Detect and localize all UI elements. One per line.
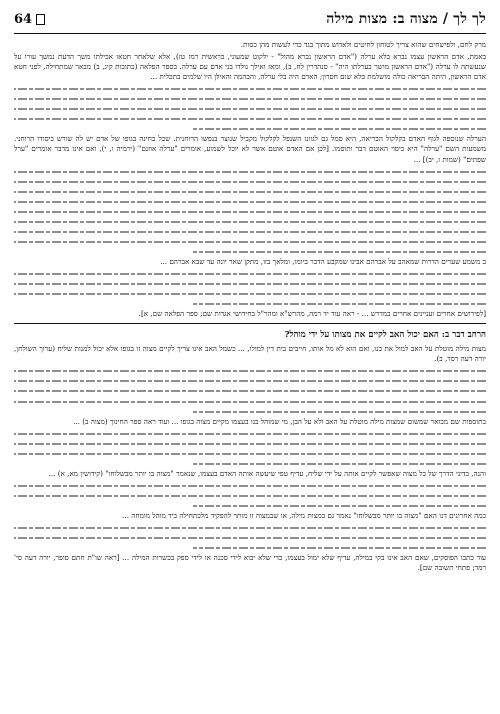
paragraph: בתוספות שם מבואר שמשום שמצות מילה מוטלת על האב ולא על הבן, מי שמוהל בנו בעצמו מקיים מצוה בגופו ... ועוד ראה ספר החינוך (מצוה ב) ... <box>73 416 486 426</box>
page-number: 64 <box>14 11 33 27</box>
page-header <box>14 8 486 30</box>
paragraph: הערלה שנוספה לגוף האדם בקלקול הבריאה, היא סמל גם לגוונו השנפל לקלקול מקביל שנוצר בנפשו הרוחנית. שכל בחינה בגופו של אדם יש לה שורש ביסודו הרוחני. משמעות השם "ערלה" היא כיסוי האוטם דבר ותוסמו. [לכן אם האדם אוטם אשר לא יוכל לשמוע, אומרים "ערלה אוזנם" (ירמיה ו, י), ואם אינו מדבר אומרים "ערל שפתים" (שמות ו, יב)] ... <box>14 134 486 164</box>
page-title: לך לך / מצוה ב: מצות מילה <box>326 10 486 27</box>
paragraph: באמת, אדם הראשון עצמו נברא בלא ערלה ("אדם הראשון נברא מהול" - ילקוט שמעוני, בראשית רמז טז), אלא שלאחר חטאו אכילתו משך הדעת נמשך עורו על שנעשתה לו ערלה ("אדם הראשון מושך בערלתו היה" - סנהדרין לח, ב), ומאז ואילך נולדו בני אדם עם ערלה. בספר הפלאה (כתובות קיג, ב) מבאר שמתחילה, לפני חטא אדם הראשון, היתה הבריאה כולה מושלמת בלא שום חסרון; האדם היה בלי ערלה, והבהמה והאילן היו שלמים בתכלית ... <box>14 52 486 82</box>
page-number-block <box>14 12 45 27</box>
text-lines <box>14 167 486 257</box>
text-lines <box>14 429 486 469</box>
paragraph: מצות מילה מוטלת על האב למול את בנו, ואם הוא לא מל אותו, חייבים בית דין למולו, ... כשמל האב אינו צריך לקיים מצוה זו בגופו אלא יכול למנות שליח (ערוך השולחן, יורה דעה רסד, ב). <box>14 344 486 364</box>
text-lines <box>14 366 486 416</box>
paragraph: כמה אחרונים דנו האם "מצוה בו יותר מבשלוחו" נאמר גם במצות מילה, או שבמצוה זו מותר להפקיד מלכתחילה ביד מוהל מומחה ... <box>122 511 486 521</box>
paragraph: ב משמע שערים הדרות שמאהב על אברהם אבינו שמקבע הדבר ביומו, ומלאך בזו, מתקן שאר יונה עד שבא אברהם ... <box>160 256 486 266</box>
text-lines <box>14 84 486 134</box>
text-lines <box>14 269 486 309</box>
section-divider <box>14 323 486 324</box>
section-heading: הרחב דבר ב: האם יכול האב לקיים את מצותו על ידי מוהל? <box>284 330 486 341</box>
paragraph: והנה, בדיני הדרך של כל מצוה שאפשר לקיים אותה על ידי שליח, עדיף טפי שיעשה אותה האדם בעצמו, שנאמר "מצוה בו יותר מבשלוחו" (קידושין מא, א) ... <box>48 468 486 478</box>
paragraph: [לפירושים אחרים ועניינים אחרים במדרש ... - ראה עוד יד רמה, מהרש"א ומהר"ל בחידושי אגדות שם; ספר הפלאה שם, א]. <box>138 309 486 319</box>
text-lines <box>14 523 486 553</box>
paragraph: עוד כתבו הפוסקים, שאם האב אינו בקי במילה, עדיף שלא ימול בעצמו, כדי שלא יבוא לידי סכנה או לידי ספק בכשרות המילה ... [ראה שו"ת חתם סופר, יורה דעה סי' רמד; פתחי תשובה שם]. <box>14 553 486 573</box>
text-lines <box>14 481 486 511</box>
box-icon <box>36 14 45 25</box>
paragraph: מרק לחם, ולפישחים שהוא צריך לטוחון לחיטים ולאדוש מתוך בגד כדי לעשות מהן כסות. <box>240 40 486 49</box>
header-rule <box>14 33 486 34</box>
